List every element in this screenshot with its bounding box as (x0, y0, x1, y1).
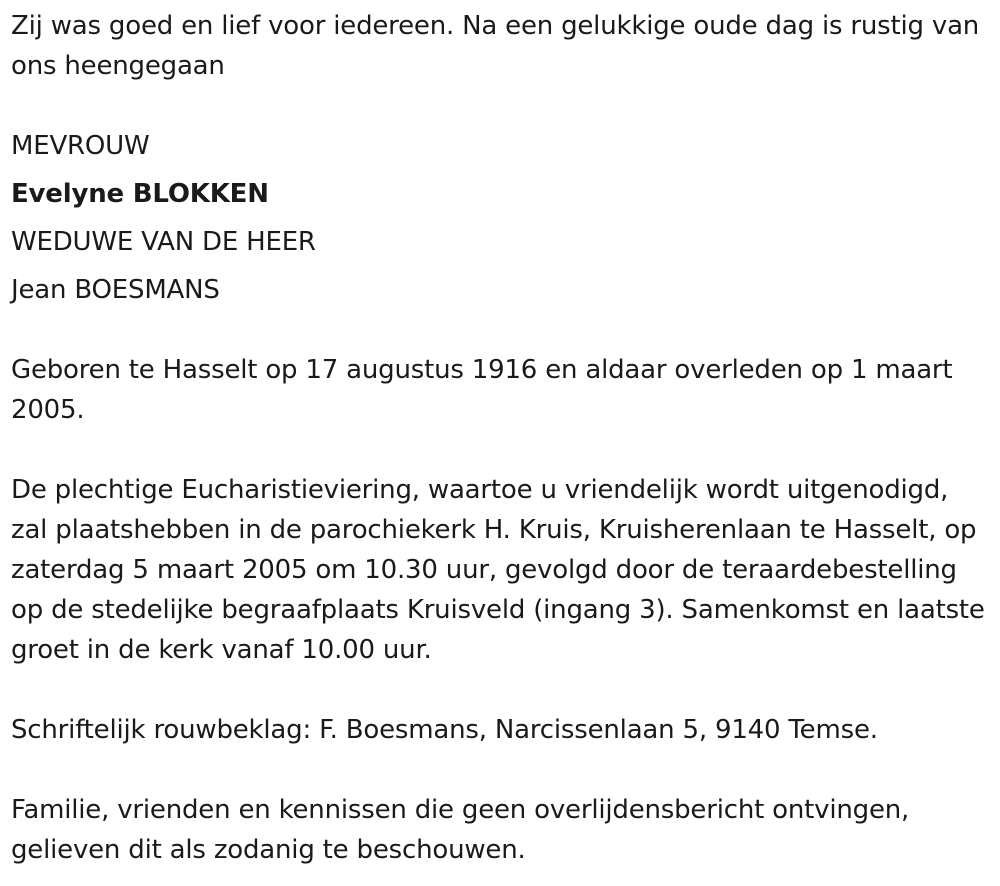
ceremony-text: De plechtige Eucharistieviering, waartoe u vriendelijk wordt uitgenodigd, zal plaatshebben in de parochiekerk H. Kruis, Kruisherenlaan te Hasselt, op zaterdag 5 maart 2005 om 10.30 uur, gevolgd door de teraardebestelling op de stedelijke begraafplaats Kruisveld (ingang 3). Samenkomst en laatste groet in de kerk vanaf 10.00 uur. (11, 475, 985, 665)
deceased-name: Evelyne BLOKKEN (11, 179, 269, 209)
spacer (11, 430, 986, 470)
spacer (11, 310, 986, 350)
obituary-document (11, 6, 986, 870)
spacer (11, 670, 986, 710)
spouse-name: Jean BOESMANS (11, 275, 220, 305)
title-prefix: MEVROUW (11, 131, 150, 161)
spacer (11, 86, 986, 126)
birth-death-text: Geboren te Hasselt op 17 augustus 1916 en aldaar overleden op 1 maart 2005. (11, 355, 953, 425)
intro-text: Zij was goed en lief voor iedereen. Na een gelukkige oude dag is rustig van ons heengegaan (11, 11, 980, 81)
closing-text: Familie, vrienden en kennissen die geen overlijdensbericht ontvingen, gelieven dit als zodanig te beschouwen. (11, 795, 910, 865)
name-block (11, 122, 986, 314)
spacer (11, 750, 986, 790)
condolences-text: Schriftelijk rouwbeklag: F. Boesmans, Narcissenlaan 5, 9140 Temse. (11, 715, 878, 745)
widow-of-label: WEDUWE VAN DE HEER (11, 227, 316, 257)
